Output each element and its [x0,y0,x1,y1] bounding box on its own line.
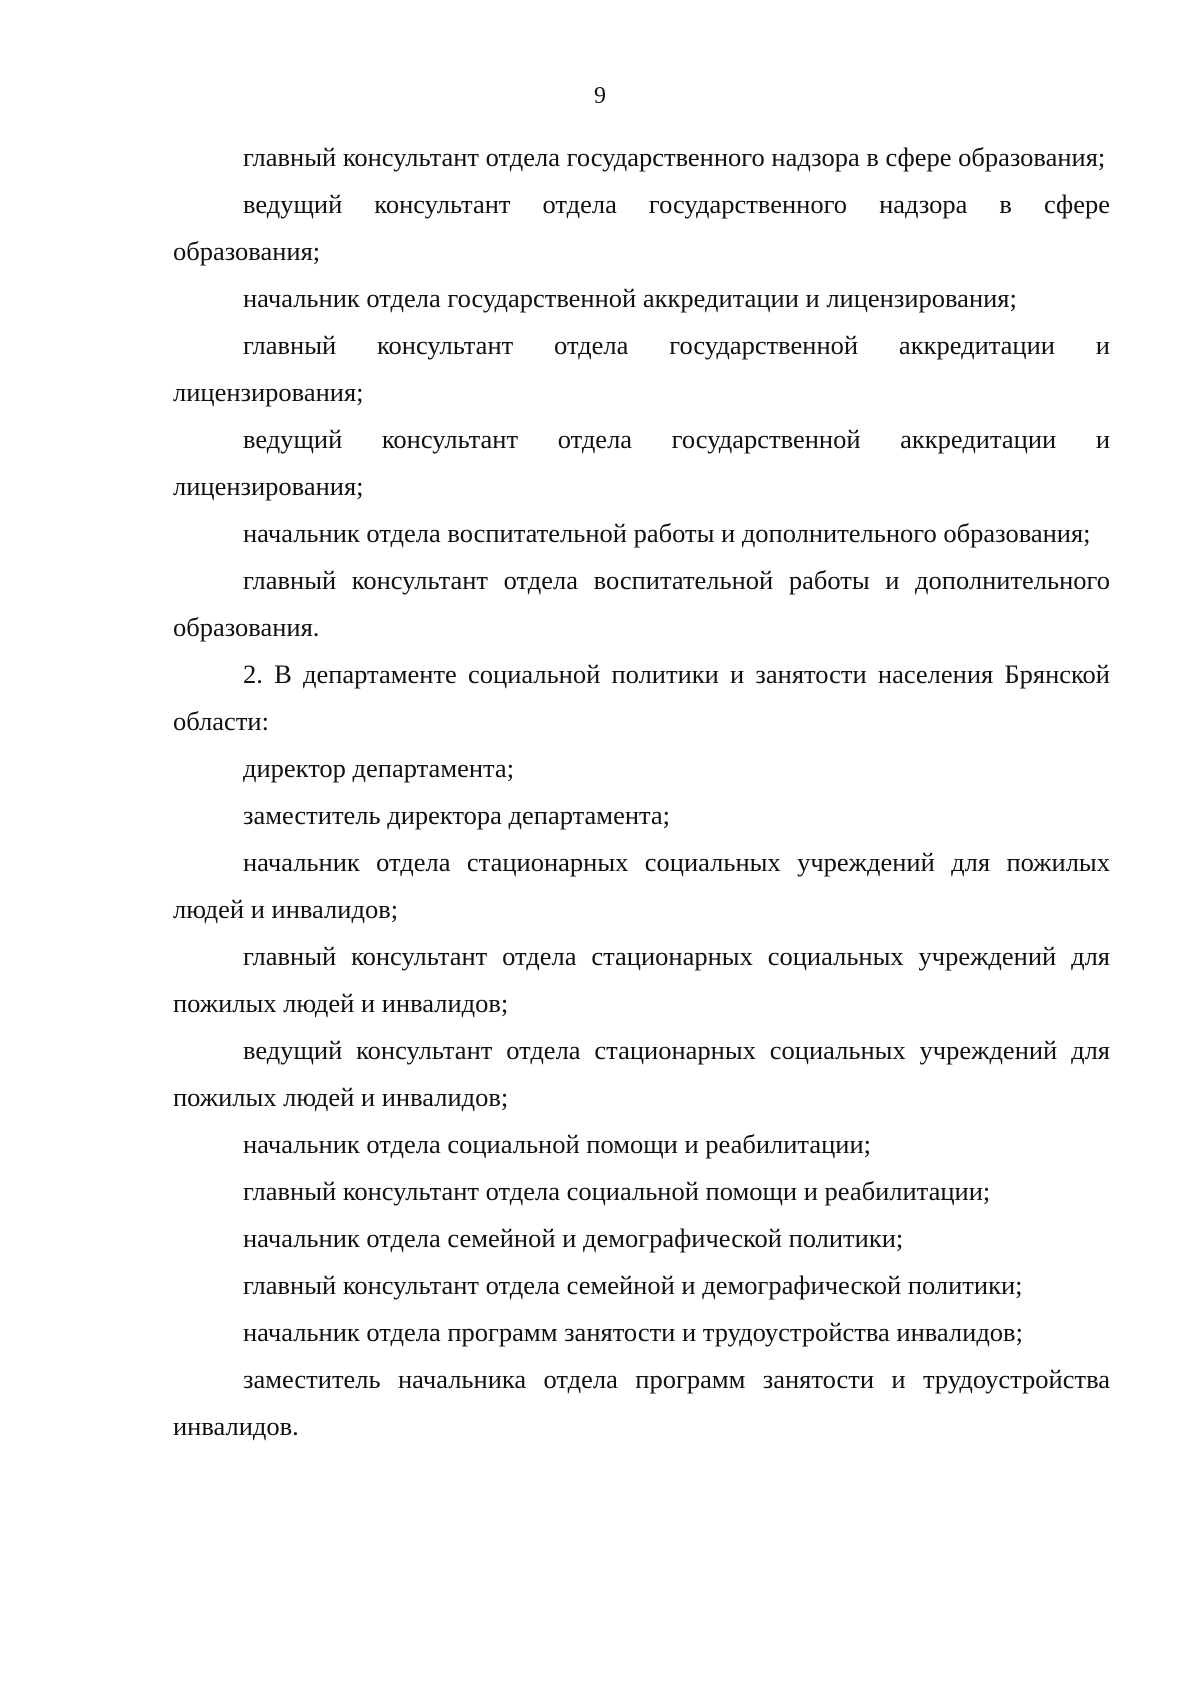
list-item-paragraph: ведущий консультант отдела государственного надзора в сфере образования; [173,189,1110,266]
section-heading-paragraph: 2. В департаменте социальной политики и занятости населения Брянской области: [173,659,1110,736]
list-item-paragraph: главный консультант отдела семейной и демографической политики; [243,1270,1023,1300]
list-item-paragraph: ведущий консультант отдела государственной аккредитации и лицензирования; [173,424,1110,501]
document-body [173,134,1110,1450]
list-item-paragraph: главный консультант отдела государственной аккредитации и лицензирования; [173,330,1110,407]
page-number: 9 [594,83,606,109]
list-item-paragraph: директор департамента; [243,753,515,783]
list-item-paragraph: главный консультант отдела воспитательной работы и дополнительного образования. [173,565,1110,642]
list-item-paragraph: начальник отдела социальной помощи и реабилитации; [243,1129,871,1159]
list-item-paragraph: начальник отдела семейной и демографической политики; [243,1223,904,1253]
list-item-paragraph: главный консультант отдела стационарных социальных учреждений для пожилых людей и инвалидов; [173,941,1110,1018]
list-item-paragraph: начальник отдела программ занятости и трудоустройства инвалидов; [243,1317,1023,1347]
list-item-paragraph: начальник отдела стационарных социальных учреждений для пожилых людей и инвалидов; [173,847,1110,924]
list-item-paragraph: начальник отдела государственной аккредитации и лицензирования; [243,283,1017,313]
list-item-paragraph: главный консультант отдела государственного надзора в сфере образования; [243,142,1106,172]
list-item-paragraph: начальник отдела воспитательной работы и дополнительного образования; [243,518,1091,548]
list-item-paragraph: заместитель начальника отдела программ занятости и трудоустройства инвалидов. [173,1364,1110,1441]
list-item-paragraph: главный консультант отдела социальной помощи и реабилитации; [243,1176,991,1206]
list-item-paragraph: заместитель директора департамента; [243,800,671,830]
list-item-paragraph: ведущий консультант отдела стационарных социальных учреждений для пожилых людей и инвалидов; [173,1035,1110,1112]
